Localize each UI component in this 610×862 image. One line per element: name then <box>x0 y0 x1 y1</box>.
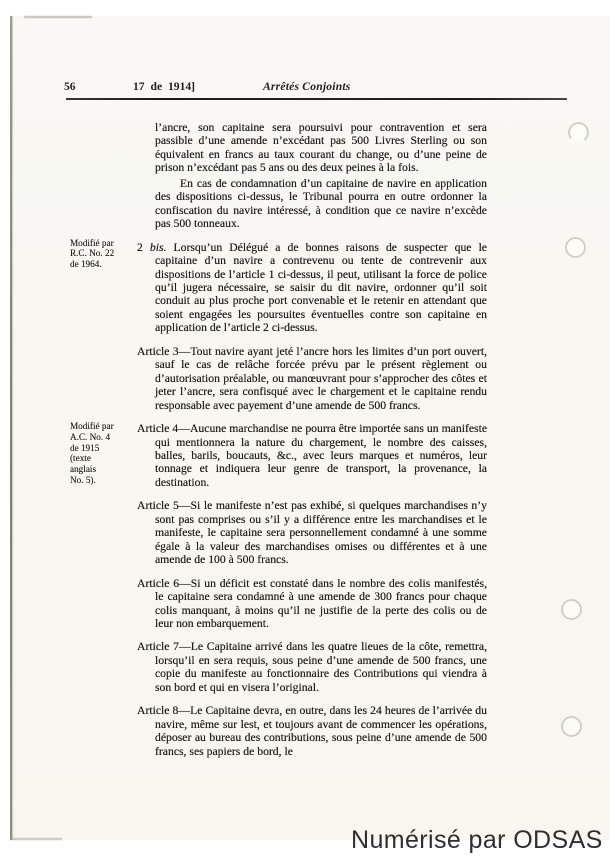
paragraph-text: Si un déficit est constaté dans le nombre des colis manifestés, le capitaine sera condamné à une amende de 300 francs pour chaque colis manquant, à moins qu’il ne justifie de la perte des colis ou de leur non embarquement. <box>155 576 487 630</box>
margin-note: Modifié par A.C. No. 4 de 1915 (texte anglais No. 5). <box>70 421 114 486</box>
body-paragraph <box>137 499 487 566</box>
article-label: Article 8— <box>137 704 191 718</box>
page-edge-left <box>10 16 12 840</box>
paragraph-text: Le Capitaine arrivé dans les quatre lieues de la côte, remettra, lorsqu’il en sera requis, sous peine d’une amende de 500 francs, une copie du manifeste au fonctionnaire des Contributions qui viendra à son bord et qui en visera l’original. <box>155 640 487 694</box>
article-label: Article 3— <box>137 344 191 358</box>
body-paragraph <box>70 237 487 335</box>
paragraph-text: l’ancre, son capitaine sera poursuivi pour contravention et sera passible d’une amende n’excédant pas 500 Livres Sterling ou son équivalent en francs au taux courant du change, ou d’une peine de prison n’excédant pas 5 ans ou des deux peines à la fois. <box>155 121 487 175</box>
body-paragraph <box>137 704 487 758</box>
paragraph-text: Le Capitaine devra, en outre, dans les 24 heures de l’arrivée du navire, même sur lest, et toujours avant de commencer les opérations, déposer au bureau des contributions, sous peine d’une amende de 500 francs, ses papiers de bord, le <box>155 704 487 758</box>
body-paragraph <box>137 640 487 694</box>
article-label: Article 5— <box>137 499 191 513</box>
paragraph-text: Si le manifeste n’est pas exhibé, si quelques marchandises n’y sont pas comprises ou s’il y a différence entre les marchandises et le manifeste, le capitaine sera personnellement condamné à une somme égale à la valeur des marchandises omises ou différentes et à une amende de 100 à 500 francs. <box>155 499 487 567</box>
page-edge-bottom <box>10 838 62 840</box>
paragraph-text: En cas de condamnation d’un capitaine de navire en application des dispositions ci-dessus, le Tribunal pourra en outre ordonner la confiscation du navire intéressé, à condition que ce navire n’excède pas 500 tonneaux. <box>155 176 487 231</box>
paragraph-text: Aucune marchandise ne pourra être importée sans un manifeste qui mentionnera la nature du chargement, le nombre des caisses, balles, barils, boucauts, &c., avec leurs marques et numéros, leur tonnage et indiquera leur genre de transport, la provenance, la destination. <box>155 422 488 489</box>
paragraph-text: Tout navire ayant jeté l’ancre hors les limites d’un port ouvert, sauf le cas de relâche forcée prévu par le présent règlement ou d’autorisation préalable, ou manœuvrant pour s’approcher des côtes et jeter l’ancre, sera confisqué avec le chargement et le capitaine rendu responsable avec payement d’une amende de 500 francs. <box>155 344 487 412</box>
header-rule <box>66 98 567 100</box>
volume-reference: 17 de 1914] <box>133 80 196 93</box>
article-label: Article 6— <box>137 576 191 590</box>
digitization-watermark: Numérisé par ODSAS <box>351 826 603 854</box>
binder-hole-icon <box>561 599 582 620</box>
article-label: Article 7— <box>137 640 191 654</box>
body-paragraph <box>137 345 487 412</box>
page-number: 56 <box>64 80 76 93</box>
binder-hole-icon <box>561 716 582 737</box>
body-paragraph <box>137 121 487 175</box>
paragraph-text: Lorsqu’un Délégué a de bonnes raisons de suspecter que le capitaine d’un navire a contrevenu ou tente de contrevenir aux dispositions de l’article 1 ci-dessus, il peut, utilisant la force de police qu’il jugera nécessaire, se saisir du dit navire, ordonner qu’il soit conduit au plus proche port convenable et le retenir en attendant que soient engagées les poursuites éventuelles contre son capitaine en application de l’article 2 ci-dessus. <box>155 240 487 335</box>
page-edge-top <box>24 16 92 18</box>
body-text-column <box>70 121 488 768</box>
article-label: 2 bis. <box>137 240 167 254</box>
binder-hole-icon <box>565 237 586 258</box>
body-paragraph <box>70 421 488 489</box>
body-paragraph <box>137 577 487 631</box>
margin-note: Modifié par R.C. No. 22 de 1964. <box>70 237 115 270</box>
article-label: Article 4— <box>137 422 190 436</box>
body-paragraph <box>137 177 487 231</box>
running-title: Arrêtés Conjoints <box>263 80 351 93</box>
